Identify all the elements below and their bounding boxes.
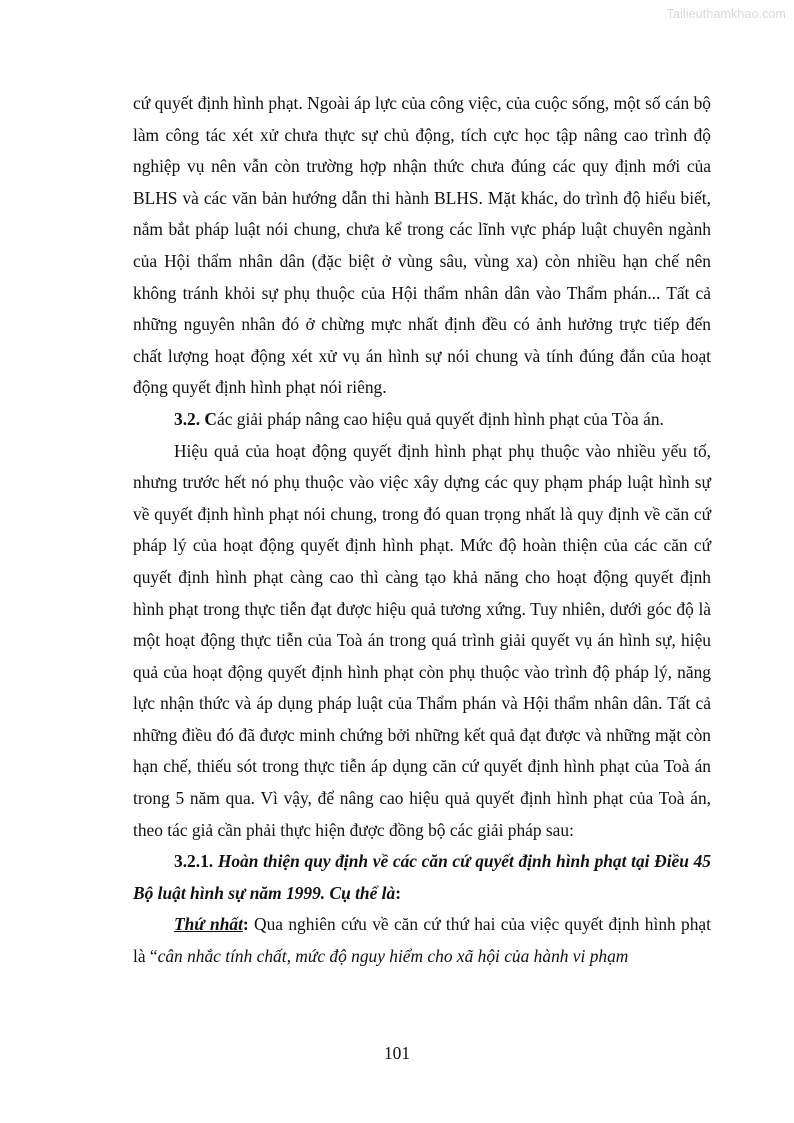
paragraph-efficiency: Hiệu quả của hoạt động quyết định hình phạt phụ thuộc vào nhiều yếu tố, nhưng trước hết nó phụ thuộc vào việc xây dựng các quy phạm pháp luật hình sự về quyết định hình phạt nói chung, trong đó quan trọng nhất là quy định về căn cứ pháp lý của hoạt động quyết định hình phạt. Mức độ hoàn thiện của các căn cứ quyết định hình phạt càng cao thì càng tạo khả năng cho hoạt động quyết định hình phạt trong thực tiễn đạt được hiệu quả tương xứng. Tuy nhiên, dưới góc độ là một hoạt động thực tiễn của Toà án trong quá trình giải quyết vụ án hình sự, hiệu quả của hoạt động quyết định hình phạt còn phụ thuộc vào trình độ pháp lý, năng lực nhận thức và áp dụng pháp luật của Thẩm phán và Hội thẩm nhân dân. Tất cả những điều đó đã được minh chứng bởi những kết quả đạt được và những mặt còn hạn chế, thiếu sót trong thực tiễn áp dụng căn cứ quyết định hình phạt của Toà án trong 5 năm qua. Vì vậy, để nâng cao hiệu quả quyết định hình phạt của Toà án, theo tác giả cần phải thực hiện được đồng bộ các giải pháp sau: [133,440,711,840]
paragraph-first-point [133,909,711,972]
section-title: ác giải pháp nâng cao hiệu quả quyết định hình phạt của Tòa án. [217,408,664,429]
subsection-colon: : [395,882,401,903]
watermark-text: Tailieuthamkhao.com [666,7,786,21]
first-point-label: Thứ nhất [174,914,243,935]
section-heading-3-2 [133,404,711,436]
subsection-heading-3-2-1 [133,846,711,909]
first-point-text: Qua nghiên cứu về căn cứ thứ hai của việc quyết định hình phạt là “ [133,914,711,967]
subsection-title: Hoàn thiện quy định về các căn cứ quyết định hình phạt tại Điều 45 Bộ luật hình sự năm 1999. Cụ thể là [133,851,711,903]
first-point-colon: : [242,914,249,935]
document-body [133,88,711,973]
paragraph-continuation: cứ quyết định hình phạt. Ngoài áp lực của công việc, của cuộc sống, một số cán bộ làm công tác xét xử chưa thực sự chủ động, tích cực học tập nâng cao trình độ nghiệp vụ nên vẫn còn trường hợp nhận thức chưa đúng các quy định mới của BLHS và các văn bản hướng dẫn thi hành BLHS. Mặt khác, do trình độ hiểu biết, nắm bắt pháp luật nói chung, chưa kể trong các lĩnh vực pháp luật chuyên ngành của Hội thẩm nhân dân (đặc biệt ở vùng sâu, vùng xa) còn nhiều hạn chế nên không tránh khỏi sự phụ thuộc của Hội thẩm nhân dân vào Thẩm phán... Tất cả những nguyên nhân đó ở chừng mực nhất định đều có ảnh hưởng trực tiếp đến chất lượng hoạt động xét xử vụ án hình sự nói chung và tính đúng đắn của hoạt động quyết định hình phạt nói riêng. [133,93,711,398]
page-number: 101 [383,1043,411,1063]
subsection-number: 3.2.1. [174,851,214,872]
section-number: 3.2. C [174,408,217,429]
first-point-quote: cân nhắc tính chất, mức độ nguy hiểm cho xã hội của hành vi phạm [157,946,629,967]
